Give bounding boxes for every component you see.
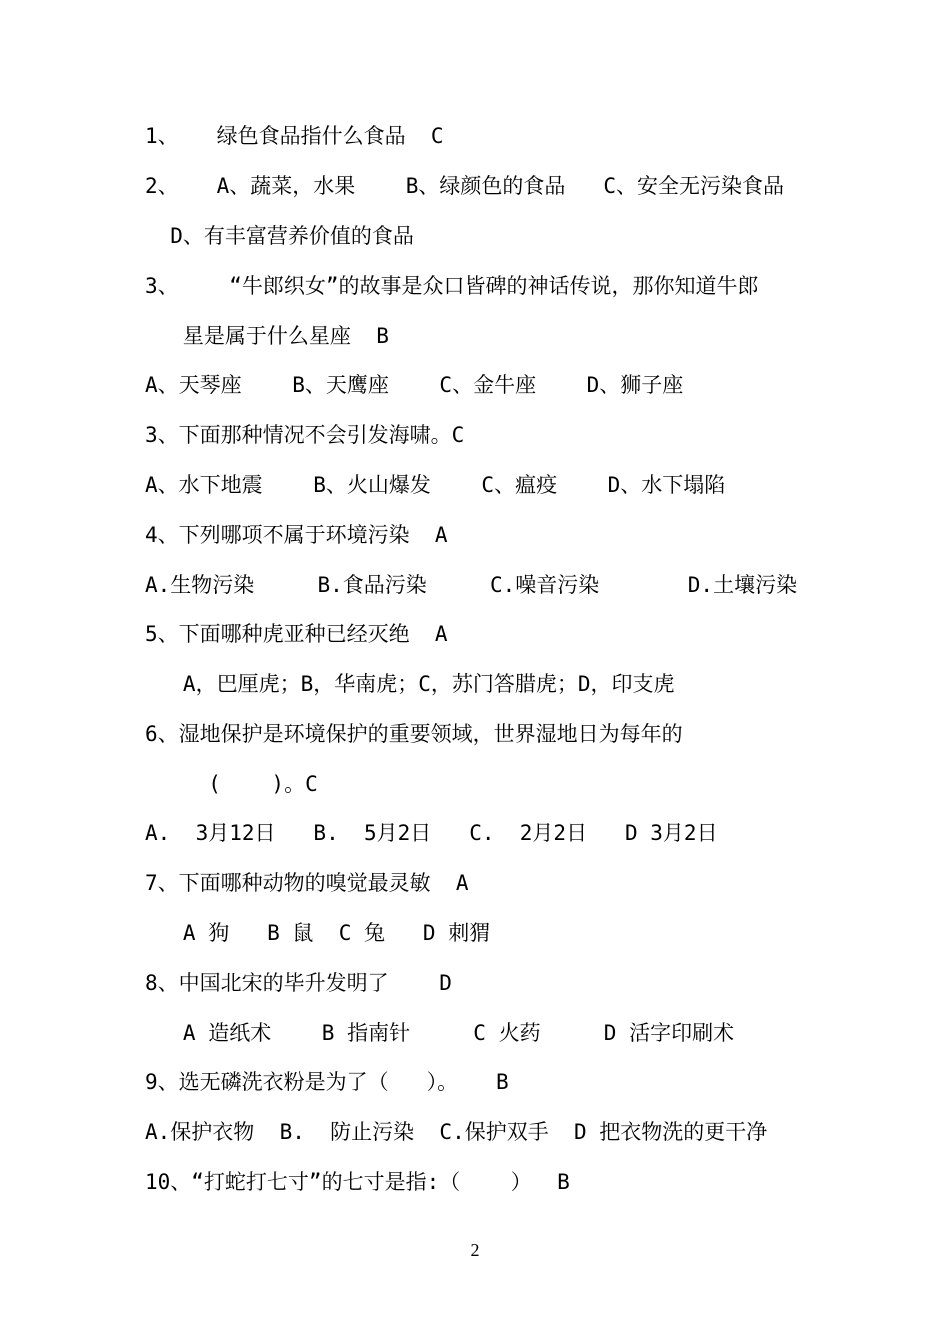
question-5-options: A，巴厘虎；B，华南虎；C，苏门答腊虎；D，印支虎 bbox=[145, 672, 675, 696]
question-6-continued: ( )。C bbox=[145, 772, 318, 796]
question-1: 1、 绿色食品指什么食品 C bbox=[145, 124, 444, 148]
question-2-options: 2、 A、蔬菜，水果 B、绿颜色的食品 C、安全无污染食品 bbox=[145, 174, 785, 198]
question-3b: 3、下面那种情况不会引发海啸。C bbox=[145, 423, 465, 447]
question-10: 10、“打蛇打七寸”的七寸是指:（ ） B bbox=[145, 1170, 570, 1194]
page-number: 2 bbox=[470, 1240, 480, 1260]
question-7-options: A 狗 B 鼠 C 兔 D 刺猬 bbox=[145, 921, 491, 945]
question-7: 7、下面哪种动物的嗅觉最灵敏 A bbox=[145, 871, 469, 895]
question-6: 6、湿地保护是环境保护的重要领域，世界湿地日为每年的 bbox=[145, 722, 683, 746]
question-4: 4、下列哪项不属于环境污染 A bbox=[145, 523, 448, 547]
question-3-continued: 星是属于什么星座 B bbox=[145, 324, 389, 348]
question-3-options: A、天琴座 B、天鹰座 C、金牛座 D、狮子座 bbox=[145, 373, 684, 397]
question-8-options: A 造纸术 B 指南针 C 火药 D 活字印刷术 bbox=[145, 1021, 735, 1045]
question-5: 5、下面哪种虎亚种已经灭绝 A bbox=[145, 622, 448, 646]
question-8: 8、中国北宋的毕升发明了 D bbox=[145, 971, 452, 995]
question-6-options: A. 3月12日 B. 5月2日 C. 2月2日 D 3月2日 bbox=[145, 821, 718, 845]
question-2-option-d: D、有丰富营养价值的食品 bbox=[145, 224, 414, 248]
question-9-options: A.保护衣物 B. 防止污染 C.保护双手 D 把衣物洗的更干净 bbox=[145, 1120, 768, 1144]
question-4-options: A.生物污染 B.食品污染 C.噪音污染 D.土壤污染 bbox=[145, 573, 798, 597]
question-3b-options: A、水下地震 B、火山爆发 C、瘟疫 D、水下塌陷 bbox=[145, 473, 726, 497]
question-3: 3、 “牛郎织女”的故事是众口皆碑的神话传说，那你知道牛郎 bbox=[145, 274, 759, 298]
question-9: 9、选无磷洗衣粉是为了（ ）。 B bbox=[145, 1070, 509, 1094]
